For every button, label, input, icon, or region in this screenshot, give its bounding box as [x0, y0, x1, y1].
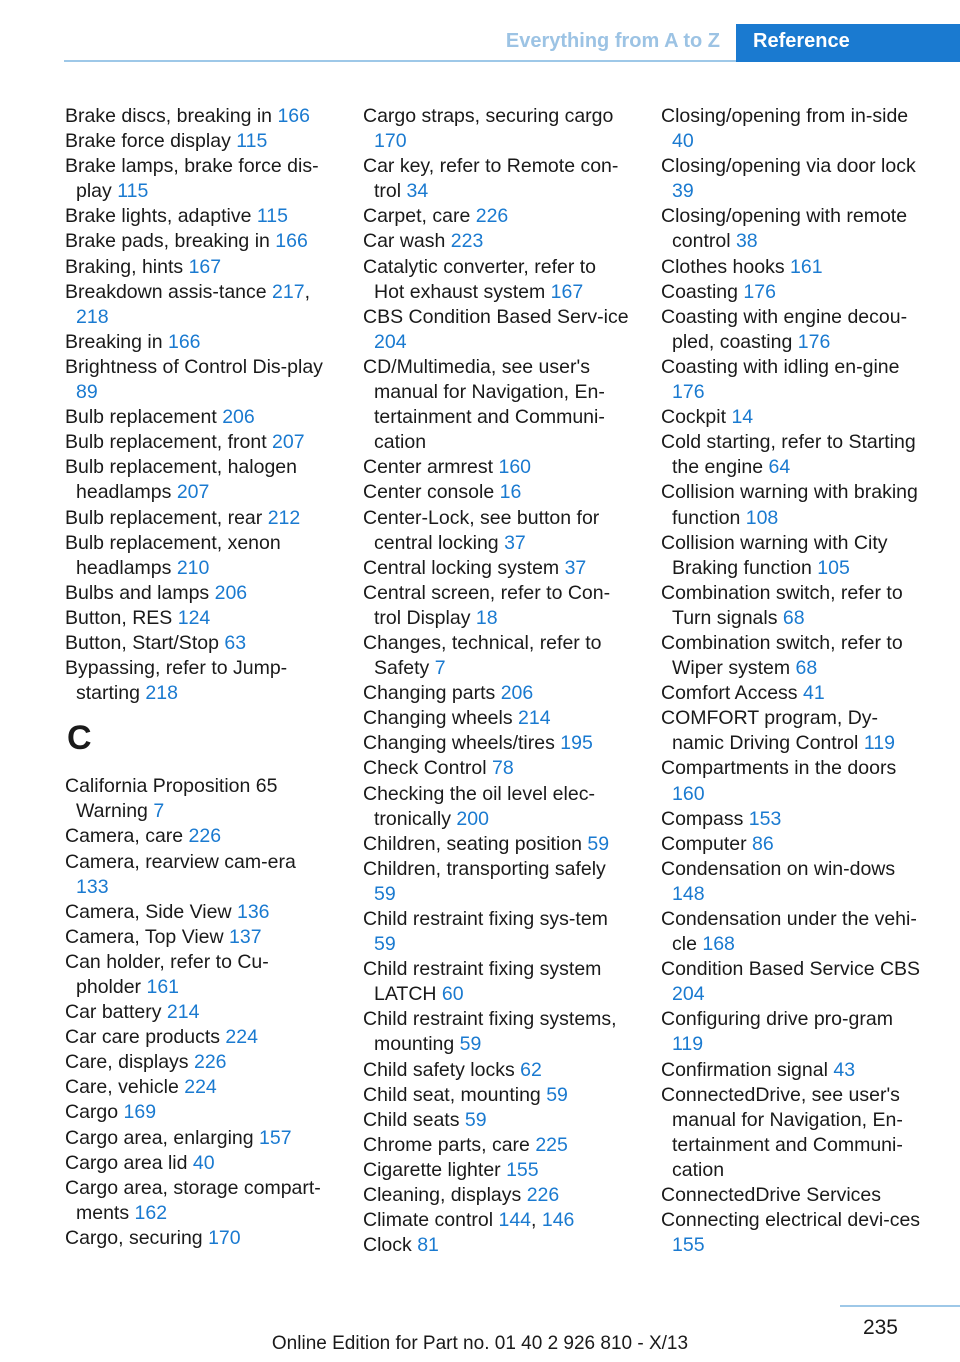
index-entry [65, 1176, 333, 1226]
page-link[interactable]: 115 [117, 180, 149, 203]
index-entry [661, 104, 929, 154]
index-entry [363, 832, 631, 857]
index-entry-text: Condensation on win‐dows [661, 857, 896, 880]
index-column-1 [65, 104, 333, 1251]
index-entry [65, 774, 333, 824]
index-entry [661, 857, 929, 907]
page-link[interactable]: 224 [184, 1076, 217, 1099]
page-link[interactable]: 214 [166, 1001, 200, 1024]
page-link[interactable]: 170 [208, 1226, 241, 1249]
page-link[interactable]: 218 [76, 305, 109, 328]
index-entry-text: Chrome parts, care [363, 1133, 530, 1156]
index-entry-text: Camera, care [65, 825, 184, 848]
index-entry-text: Care, vehicle [65, 1076, 179, 1099]
page-link[interactable]: 63 [224, 631, 247, 654]
index-entry [65, 455, 333, 505]
index-entry [661, 255, 929, 280]
index-entry [661, 305, 929, 355]
index-entry-text: Bypassing, refer to Jump‐starting [65, 657, 288, 705]
page-link[interactable]: 59 [374, 882, 396, 905]
index-entry-text: Clothes hooks [661, 255, 785, 278]
index-entry [65, 606, 333, 631]
page-link[interactable]: 226 [475, 205, 509, 228]
index-entry-text: Car wash [363, 230, 446, 253]
page-link[interactable]: 60 [441, 983, 464, 1006]
index-entry [65, 900, 333, 925]
page-link[interactable]: 64 [768, 456, 791, 479]
page-link[interactable]: 40 [192, 1151, 215, 1174]
index-entry [661, 204, 929, 254]
index-entry-text: Center armrest [363, 456, 494, 479]
index-entry-text: Cargo, securing [65, 1226, 203, 1249]
index-entry [65, 1226, 333, 1251]
index-entry [661, 681, 929, 706]
page-link[interactable]: 166 [167, 330, 201, 353]
page-link[interactable]: 136 [236, 900, 270, 923]
page-link[interactable]: 160 [672, 782, 705, 805]
page-link[interactable]: 137 [229, 925, 262, 948]
index-entry [363, 957, 631, 1007]
index-entry-text: Closing/opening from in‐side [661, 105, 909, 127]
index-entry [363, 731, 631, 756]
index-entry-text: ConnectedDrive, see user's manual for Navigation, En‐tertainment and Communi‐cation [661, 1083, 903, 1181]
footer-edition: Online Edition for Part no. 01 40 2 926 810 - X/13 [271, 1333, 689, 1354]
page-link[interactable]: 224 [225, 1026, 258, 1049]
index-entry [661, 756, 929, 806]
index-entry [363, 154, 631, 204]
footer-rule [840, 1305, 960, 1307]
index-entry [661, 154, 929, 204]
index-entry [363, 706, 631, 731]
index-entry-text: Cargo area, storage compart‐ments [65, 1176, 321, 1224]
index-entry [65, 154, 333, 204]
page-link[interactable]: 68 [782, 606, 805, 629]
page-link[interactable]: 78 [491, 757, 514, 780]
index-entry [661, 957, 929, 1007]
page-link[interactable]: 176 [672, 381, 705, 404]
index-entry-text: Checking the oil level elec‐tronically [363, 782, 595, 830]
index-entry [65, 1151, 333, 1176]
page-link[interactable]: 59 [546, 1083, 568, 1106]
index-entry-text: Compartments in the doors [661, 757, 897, 780]
page-link[interactable]: 115 [236, 130, 268, 153]
index-entry [363, 1083, 631, 1108]
page-link[interactable]: 133 [76, 875, 109, 898]
index-entry [65, 506, 333, 531]
section-letter: C [67, 719, 92, 758]
index-entry-text: Computer [661, 832, 747, 855]
page-link[interactable]: 214 [518, 707, 551, 730]
index-entry-text: Children, seating position [363, 832, 582, 855]
index-entry-text: Brake pads, breaking in [65, 230, 270, 253]
index-entry-text: Central screen, refer to Con‐trol Display [363, 581, 611, 629]
index-entry-text: ConnectedDrive Services [661, 1184, 882, 1207]
page-link[interactable]: 153 [748, 807, 782, 830]
index-entry-text: Closing/opening via door lock [661, 155, 916, 178]
page-link[interactable]: 7 [153, 800, 165, 823]
index-entry-text: Child safety locks [363, 1058, 515, 1081]
page-link[interactable]: 146 [541, 1209, 575, 1232]
index-entry [65, 1050, 333, 1075]
page-link[interactable]: 119 [863, 732, 895, 755]
page-link[interactable]: 59 [587, 832, 610, 855]
index-entry-text: Bulbs and lamps [65, 581, 210, 604]
index-entry-text: Car care products [65, 1026, 220, 1049]
index-column-3 [661, 104, 929, 1258]
index-entry [65, 104, 333, 129]
page-link[interactable]: 16 [499, 481, 522, 504]
page-link[interactable]: 226 [526, 1184, 560, 1207]
page-link[interactable]: 7 [434, 657, 446, 680]
index-entry-text: Center-Lock, see button for central locking [363, 506, 600, 554]
index-entry-text: Cargo area, enlarging [65, 1126, 254, 1149]
index-entry [363, 631, 631, 681]
index-entry [363, 1007, 631, 1057]
index-entry-text: Confirmation signal [661, 1058, 828, 1081]
index-entry-text: California Proposition 65 Warning [65, 775, 278, 823]
page-link[interactable]: 39 [672, 180, 694, 203]
index-entry-text: Carpet, care [363, 205, 471, 228]
index-entry [65, 631, 333, 656]
page-link[interactable]: 166 [277, 105, 310, 127]
page-number: 235 [862, 1316, 898, 1339]
index-entry [363, 782, 631, 832]
index-entry [363, 104, 631, 154]
index-entry-text: Bulb replacement, halogen headlamps [65, 456, 297, 504]
page-link[interactable]: 157 [259, 1126, 292, 1149]
page-link[interactable]: 206 [222, 406, 255, 429]
index-entry [65, 204, 333, 229]
page-link[interactable]: 43 [833, 1058, 856, 1081]
index-entry [363, 756, 631, 781]
index-entry-text: Collision warning with braking function [661, 481, 918, 529]
index-entry-text: Camera, Side View [65, 900, 232, 923]
index-entry-text: Bulb replacement, front [65, 431, 267, 454]
index-entry [65, 1000, 333, 1025]
index-entry-text: Closing/opening with remote control [661, 205, 908, 253]
page-link[interactable]: 18 [475, 606, 498, 629]
index-entry-text: Combination switch, refer to Turn signals [661, 581, 903, 629]
index-entry-text: Bulb replacement, rear [65, 506, 263, 529]
index-entry-text: Child restraint fixing systems, mounting [363, 1008, 617, 1056]
index-entry [65, 581, 333, 606]
index-entry [65, 405, 333, 430]
index-entry [661, 631, 929, 681]
page-link[interactable]: 40 [672, 130, 694, 153]
index-entry [661, 531, 929, 581]
index-entry-text: Configuring drive pro‐gram [661, 1008, 893, 1031]
index-entry-text: Brake lights, adaptive [65, 205, 252, 228]
index-entry [363, 1108, 631, 1133]
page-link[interactable]: 170 [374, 130, 407, 153]
index-entry-text: COMFORT program, Dy‐namic Driving Control [661, 707, 879, 755]
index-entry [661, 280, 929, 305]
index-entry-text: Changing wheels [363, 707, 513, 730]
page-link[interactable]: 37 [564, 556, 587, 579]
index-entry [363, 556, 631, 581]
page-link[interactable]: 144 [498, 1209, 532, 1232]
index-entry [65, 656, 333, 706]
index-entry [65, 531, 333, 581]
index-entry-text: Combination switch, refer to Wiper system [661, 631, 903, 680]
index-entry-text: Bulb replacement, xenon headlamps [65, 531, 281, 579]
page-link[interactable]: 166 [275, 230, 308, 253]
page-link[interactable]: 207 [176, 481, 210, 504]
page-link[interactable]: 162 [134, 1201, 168, 1224]
index-entry-text: Cargo straps, securing cargo [363, 105, 614, 127]
index-entry [65, 1025, 333, 1050]
index-entry [661, 1007, 929, 1057]
page-link[interactable]: 225 [535, 1133, 568, 1156]
index-entry [661, 1183, 929, 1208]
index-entry-text: Brake lamps, brake force dis‐play [65, 155, 319, 203]
index-entry-text: Changing parts [363, 682, 496, 705]
index-entry-text: Car battery [65, 1001, 162, 1024]
page-link[interactable]: 168 [702, 933, 735, 956]
page-link[interactable]: 115 [256, 205, 288, 228]
header-section-title: Everything from A to Z [505, 30, 720, 52]
page-link[interactable]: 34 [406, 180, 429, 203]
index-entry [363, 229, 631, 254]
index-entry-text: Condition Based Service CBS [661, 958, 921, 981]
index-entry-text: CD/Multimedia, see user's manual for Navigation, En‐tertainment and Communi‐cation [363, 355, 605, 454]
index-entry [363, 255, 631, 305]
index-entry-text: Coasting with idling en‐gine [661, 355, 900, 378]
index-entry [363, 581, 631, 631]
page-link[interactable]: 160 [498, 456, 532, 479]
index-entry [661, 832, 929, 857]
index-entry-text: Camera, rearview cam‐era [65, 850, 296, 873]
page-link[interactable]: 169 [123, 1101, 157, 1124]
index-entry-text: Cold starting, refer to Starting the engine [661, 431, 916, 479]
index-entry [363, 1058, 631, 1083]
index-entry [65, 925, 333, 950]
index-entry-text: Button, Start/Stop [65, 631, 219, 654]
page-link[interactable]: 41 [802, 682, 825, 705]
index-entry [661, 807, 929, 832]
page-link[interactable]: 38 [735, 230, 758, 253]
index-entry-text: Cargo area lid [65, 1151, 188, 1174]
page-link[interactable]: 167 [550, 280, 584, 303]
page-link[interactable]: 81 [417, 1234, 439, 1257]
index-entry [65, 229, 333, 254]
index-entry-text: Button, RES [65, 606, 173, 629]
index-entry [661, 480, 929, 530]
page-link[interactable]: 59 [464, 1108, 487, 1131]
index-entry-text: Condensation under the vehi‐cle [661, 908, 917, 956]
index-entry [661, 405, 929, 430]
page-link[interactable]: 14 [731, 406, 754, 429]
index-entry [661, 907, 929, 957]
page-link[interactable]: 62 [520, 1058, 542, 1081]
page-link[interactable]: 218 [145, 682, 178, 705]
index-entry [661, 581, 929, 631]
page-link[interactable]: 200 [456, 807, 489, 830]
page-link[interactable]: 176 [743, 280, 776, 303]
page-link[interactable]: 155 [672, 1234, 705, 1257]
page-link[interactable]: 210 [176, 556, 210, 579]
page-link[interactable]: 105 [817, 556, 850, 579]
index-entry-text: Collision warning with City Braking function [661, 531, 888, 579]
index-entry [65, 129, 333, 154]
index-entry [363, 204, 631, 229]
index-entry-text: CBS Condition Based Serv‐ice [363, 305, 629, 328]
index-entry [363, 305, 631, 355]
index-entry [363, 1183, 631, 1208]
page-link[interactable]: 176 [797, 330, 831, 353]
page-link[interactable]: 204 [374, 330, 407, 353]
index-entry-text: Coasting [661, 280, 738, 303]
index-entry [363, 1158, 631, 1183]
index-entry [363, 857, 631, 907]
index-entry-text: Children, transporting safely [363, 857, 606, 880]
index-entry [363, 480, 631, 505]
index-entry [65, 355, 333, 405]
page-link[interactable]: 206 [214, 581, 248, 604]
page-link[interactable]: 59 [459, 1033, 482, 1056]
page-link[interactable]: 217 [272, 280, 305, 303]
index-entry [363, 455, 631, 480]
index-entry-text: Changes, technical, refer to Safety [363, 631, 602, 680]
index-entry-text: Brake force display [65, 130, 231, 153]
index-entry [363, 1133, 631, 1158]
index-entry [65, 1075, 333, 1100]
page-link[interactable]: 89 [76, 381, 98, 404]
page-link[interactable]: 161 [146, 976, 180, 998]
index-entry [363, 681, 631, 706]
index-entry [65, 255, 333, 280]
index-entry [661, 355, 929, 405]
index-entry-text: Child restraint fixing system LATCH [363, 958, 602, 1006]
index-entry-text: Coasting with engine decou‐pled, coasting [661, 305, 908, 353]
page-link[interactable]: 59 [374, 933, 396, 956]
index-entry [661, 430, 929, 480]
index-entry [661, 1083, 929, 1183]
index-entry [65, 824, 333, 849]
page-link[interactable]: 108 [745, 506, 779, 529]
index-entry-text: Climate control [363, 1209, 494, 1232]
index-entry-text: Cargo [65, 1101, 119, 1124]
index-entry-text: Care, displays [65, 1051, 189, 1074]
index-entry [65, 1100, 333, 1125]
index-entry: Climate control 144, 146 [363, 1209, 575, 1232]
index-entry-text: Central locking system [363, 556, 560, 579]
index-entry-text: Camera, Top View [65, 925, 224, 948]
index-entry-text: Connecting electrical devi‐ces [661, 1209, 921, 1232]
index-entry-text: Changing wheels/tires [363, 732, 555, 755]
index-entry [661, 1058, 929, 1083]
page-link[interactable]: 119 [672, 1033, 704, 1056]
index-entry-text: Child seats [363, 1108, 460, 1131]
page-link[interactable]: 86 [752, 832, 774, 855]
index-entry-text: Catalytic converter, refer to Hot exhaust system [363, 255, 597, 303]
index-entry [661, 1208, 929, 1258]
index-entry-text: Compass [661, 807, 744, 830]
page-link[interactable]: 204 [672, 983, 705, 1006]
index-entry-text: Can holder, refer to Cu‐pholder [65, 950, 269, 998]
page-link[interactable]: 226 [193, 1051, 227, 1074]
index-entry-text: Breakdown assis‐tance [65, 280, 267, 303]
page-link[interactable]: 167 [188, 255, 222, 278]
page-link[interactable]: 207 [272, 431, 305, 454]
page-link[interactable]: 148 [672, 882, 705, 905]
index-entry-text: Comfort Access [661, 682, 798, 705]
index-entry-text: Check Control [363, 757, 487, 780]
page-link[interactable]: 155 [506, 1158, 539, 1181]
index-entry-text: Brake discs, breaking in [65, 105, 273, 127]
page-link[interactable]: 161 [790, 255, 823, 278]
index-entry: Breakdown assis‐tance 217, 218 [65, 280, 310, 328]
index-entry [65, 430, 333, 455]
index-entry-text: Brightness of Control Dis‐play [65, 355, 323, 378]
page-link[interactable]: 223 [450, 230, 484, 253]
page-link[interactable]: 206 [500, 682, 534, 705]
index-entry [363, 1233, 631, 1258]
index-entry-text: Braking, hints [65, 255, 184, 278]
index-entry [363, 355, 631, 455]
index-entry [363, 506, 631, 556]
index-entry-text: Bulb replacement [65, 406, 217, 429]
index-column-2 [363, 104, 631, 1258]
index-entry-text: Clock [363, 1234, 412, 1257]
index-entry-text: Child restraint fixing sys‐tem [363, 908, 608, 930]
header-tab-reference: Reference [736, 24, 960, 62]
index-entry [65, 950, 333, 1000]
page-link[interactable]: 195 [560, 732, 593, 755]
page-link[interactable]: 226 [188, 825, 222, 848]
index-entry-text: Cigarette lighter [363, 1158, 501, 1181]
page-link[interactable]: 212 [267, 506, 301, 529]
index-entry [65, 850, 333, 900]
index-entry-text: Car key, refer to Remote con‐trol [363, 155, 619, 203]
index-entry [65, 1126, 333, 1151]
page-link[interactable]: 37 [504, 531, 526, 554]
index-entry [661, 706, 929, 756]
index-entry-text: Cleaning, displays [363, 1184, 522, 1207]
index-entry-text: Child seat, mounting [363, 1083, 541, 1106]
index-entry-text: Center console [363, 481, 495, 504]
index-entry [65, 330, 333, 355]
index-entry-text: Breaking in [65, 330, 163, 353]
index-entry [363, 907, 631, 957]
page-link[interactable]: 68 [795, 657, 818, 680]
page-link[interactable]: 124 [177, 606, 211, 629]
index-entry-text: Cockpit [661, 406, 727, 429]
